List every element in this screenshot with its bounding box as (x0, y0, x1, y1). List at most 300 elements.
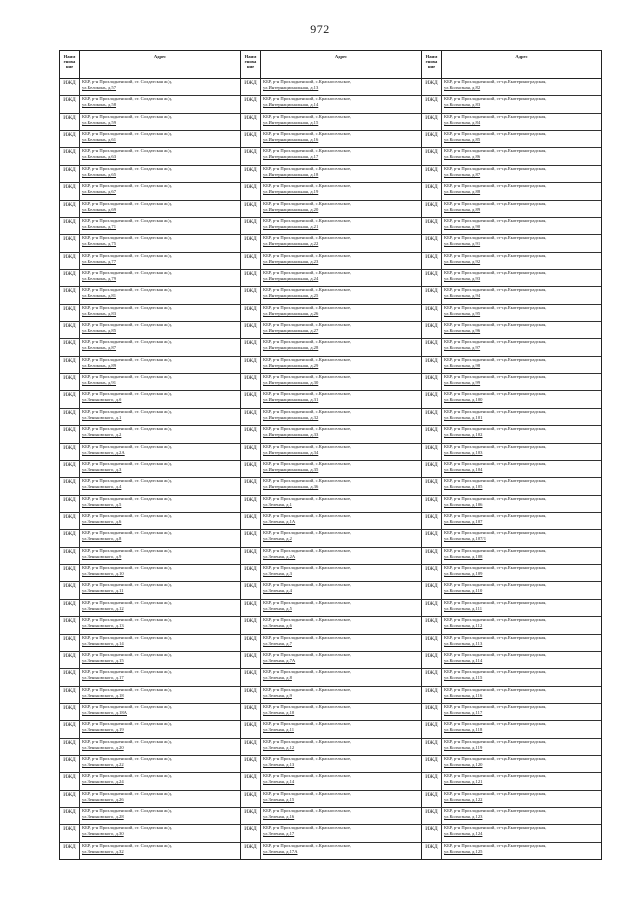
table-body (241, 79, 421, 859)
table-row (422, 391, 601, 408)
object-type-cell: ИЖД (60, 791, 80, 807)
address-line-1: КБР, р-н Прохладненский, ст. Солдатская ж/д, (82, 217, 172, 223)
table-row (60, 843, 240, 859)
address-line-2: ул.Зеленая, д.4 (263, 588, 292, 594)
address-cell (261, 79, 421, 95)
table-row (422, 773, 601, 790)
table-row (60, 305, 240, 322)
address-line-2: ул.Колхозная, д.125 (444, 848, 483, 854)
address-cell (442, 530, 601, 546)
address-line-1: КБР, р-н Прохладненский, ст-ца.Екатериноградская, (444, 825, 547, 831)
address-line-2: ул.Колхозная, д.120 (444, 762, 483, 768)
address-line-1: КБР, р-н Прохладненский, ст-ца.Екатериноградская, (444, 252, 547, 258)
address-line-2: ул.Колхозная, д.85 (444, 137, 481, 143)
address-line-1: КБР, р-н Прохладненский, ст. Солдатская ж/д, (82, 808, 172, 814)
address-line-2: ул.Колхозная, д.98 (444, 362, 481, 368)
object-type-cell: ИЖД (422, 96, 442, 112)
address-cell (442, 600, 601, 616)
address-line-2: ул.Белоконь, д.89 (82, 362, 117, 368)
object-type-cell: ИЖД (422, 409, 442, 425)
address-cell (442, 235, 601, 251)
address-line-2: ул.Колхозная, д.95 (444, 310, 481, 316)
table-row (422, 409, 601, 426)
address-cell (261, 131, 421, 147)
table-row (241, 305, 421, 322)
address-cell (261, 183, 421, 199)
address-line-1: КБР, р-н Прохладненский, ст. Солдатская ж/д, (82, 686, 172, 692)
address-line-2: ул.Интернациональная, д.20 (263, 206, 319, 212)
object-type-cell: ИЖД (422, 235, 442, 251)
table-row (241, 183, 421, 200)
address-cell (80, 218, 240, 234)
address-line-2: ул.Зеленая, д.1 (263, 501, 292, 507)
table-row (422, 305, 601, 322)
address-line-2: ул.Белоконь, д.63 (82, 154, 117, 160)
address-cell (261, 374, 421, 390)
address-cell (261, 513, 421, 529)
address-cell (261, 253, 421, 269)
table-row (241, 825, 421, 842)
table-row (422, 478, 601, 495)
table-header (422, 51, 601, 79)
address-line-1: КБР, р-н Прохладненский, ст-ца.Екатериноградская, (444, 842, 547, 848)
table-row (241, 374, 421, 391)
object-type-cell: ИЖД (60, 582, 80, 598)
table-row (241, 635, 421, 652)
object-type-cell: ИЖД (422, 478, 442, 494)
table-row (60, 687, 240, 704)
address-cell (80, 287, 240, 303)
table-body (60, 79, 240, 859)
address-line-2: ул.Зеленая, д.15 (263, 796, 295, 802)
object-type-cell: ИЖД (422, 496, 442, 512)
address-line-2: ул.Зеньковского, д.4 (82, 484, 122, 490)
object-type-cell: ИЖД (241, 530, 261, 546)
table-row (241, 478, 421, 495)
object-type-cell: ИЖД (241, 513, 261, 529)
address-line-1: КБР, р-н Прохладненский, ст. Солдатская ж/д, (82, 235, 172, 241)
object-type-cell: ИЖД (241, 357, 261, 373)
address-cell (80, 652, 240, 668)
table-row (422, 617, 601, 634)
table-row (60, 548, 240, 565)
table-row (60, 635, 240, 652)
address-line-1: КБР, р-н Прохладненский, ст. Солдатская ж/д, (82, 495, 172, 501)
address-cell (261, 687, 421, 703)
object-type-cell: ИЖД (60, 565, 80, 581)
table-row (422, 825, 601, 842)
address-line-1: КБР, р-н Прохладненский, ст. Солдатская ж/д, (82, 842, 172, 848)
address-line-2: ул.Зеньковского, д.5 (82, 501, 122, 507)
address-cell (442, 131, 601, 147)
address-cell (442, 808, 601, 824)
object-type-cell: ИЖД (60, 617, 80, 633)
table-row (422, 79, 601, 96)
address-line-1: КБР, р-н Прохладненский, ст. Солдатская ж/д, (82, 374, 172, 380)
address-cell (442, 478, 601, 494)
address-line-1: КБР, р-н Прохладненский, ст-ца.Екатериноградская, (444, 738, 547, 744)
object-type-cell: ИЖД (60, 183, 80, 199)
address-line-1: КБР, р-н Прохладненский, ст-ца.Екатериноградская, (444, 617, 547, 623)
address-cell (80, 426, 240, 442)
address-line-1: КБР, р-н Прохладненский, ст. Солдатская ж/д, (82, 408, 172, 414)
address-line-2: ул.Белоконь, д.57 (82, 85, 117, 90)
table-row (241, 131, 421, 148)
object-type-cell: ИЖД (60, 513, 80, 529)
address-line-2: ул.Интернациональная, д.26 (263, 310, 319, 316)
table-row (422, 565, 601, 582)
object-type-cell: ИЖД (241, 739, 261, 755)
address-cell (80, 409, 240, 425)
address-line-2: ул.Зеньковского, д.20 (82, 744, 124, 750)
address-line-1: КБР, р-н Прохладненский, ст-ца.Екатериноградская, (444, 443, 547, 449)
address-cell (80, 669, 240, 685)
address-line-1: КБР, р-н Прохладненский, ст. Солдатская ж/д, (82, 703, 172, 709)
address-line-1: КБР, р-н Прохладненский, с.Красносельское, (263, 651, 352, 657)
address-line-2: ул.Зеленая, д.9 (263, 692, 292, 698)
address-cell (80, 687, 240, 703)
address-line-1: КБР, р-н Прохладненский, ст-ца.Екатериноградская, (444, 148, 547, 154)
address-line-1: КБР, р-н Прохладненский, ст. Солдатская ж/д, (82, 825, 172, 831)
object-type-cell: ИЖД (241, 305, 261, 321)
table-row (241, 548, 421, 565)
table-row (241, 773, 421, 790)
address-line-1: КБР, р-н Прохладненский, с.Красносельское, (263, 617, 352, 623)
address-line-1: КБР, р-н Прохладненский, с.Красносельское, (263, 460, 352, 466)
table-header (241, 51, 421, 79)
address-cell (80, 339, 240, 355)
table-row (241, 201, 421, 218)
header-name-column: Наим енова ние (60, 51, 80, 78)
address-line-2: ул.Зеньковского, д.30 (82, 831, 124, 837)
object-type-cell: ИЖД (422, 565, 442, 581)
object-type-cell: ИЖД (241, 704, 261, 720)
address-line-1: КБР, р-н Прохладненский, ст-ца.Екатериноградская, (444, 339, 547, 345)
address-line-1: КБР, р-н Прохладненский, с.Красносельское, (263, 547, 352, 553)
object-type-cell: ИЖД (60, 478, 80, 494)
address-cell (261, 409, 421, 425)
object-type-cell: ИЖД (241, 791, 261, 807)
object-type-cell: ИЖД (422, 305, 442, 321)
header-name-column: Наим енова ние (241, 51, 261, 78)
address-line-2: ул.Интернациональная, д.32 (263, 414, 319, 420)
address-line-1: КБР, р-н Прохладненский, ст-ца.Екатериноградская, (444, 669, 547, 675)
address-line-1: КБР, р-н Прохладненский, с.Красносельское, (263, 183, 352, 189)
address-cell (261, 756, 421, 772)
address-line-2: ул.Колхозная, д.116 (444, 692, 483, 698)
object-type-cell: ИЖД (422, 391, 442, 407)
address-line-1: КБР, р-н Прохладненский, ст-ца.Екатериноградская, (444, 495, 547, 501)
address-cell (442, 791, 601, 807)
address-line-1: КБР, р-н Прохладненский, ст. Солдатская ж/д, (82, 756, 172, 762)
address-line-2: ул.Интернациональная, д.29 (263, 362, 319, 368)
address-line-1: КБР, р-н Прохладненский, ст. Солдатская ж/д, (82, 617, 172, 623)
address-cell (442, 253, 601, 269)
address-cell (80, 114, 240, 130)
object-type-cell: ИЖД (60, 426, 80, 442)
object-type-cell: ИЖД (422, 843, 442, 859)
address-line-2: ул.Зеньковского, д.15 (82, 657, 124, 663)
table-row (241, 582, 421, 599)
table-row (60, 704, 240, 721)
address-cell (261, 808, 421, 824)
address-line-1: КБР, р-н Прохладненский, ст. Солдатская ж/д, (82, 356, 172, 362)
address-line-2: ул.Колхозная, д.90 (444, 223, 481, 229)
address-line-1: КБР, р-н Прохладненский, ст-ца.Екатериноградская, (444, 96, 547, 102)
address-line-2: ул.Зеньковского, д.10 (82, 571, 124, 577)
object-type-cell: ИЖД (241, 322, 261, 338)
address-line-2: ул.Зеньковского, д.32 (82, 848, 124, 854)
object-type-cell: ИЖД (241, 461, 261, 477)
address-line-1: КБР, р-н Прохладненский, с.Красносельское, (263, 825, 352, 831)
object-type-cell: ИЖД (241, 374, 261, 390)
address-line-2: ул.Зеньковского, д.13 (82, 623, 124, 629)
object-type-cell: ИЖД (241, 825, 261, 841)
address-line-1: КБР, р-н Прохладненский, ст-ца.Екатериноградская, (444, 391, 547, 397)
object-type-cell: ИЖД (422, 426, 442, 442)
address-line-2: ул.Белоконь, д.81 (82, 293, 117, 299)
table-row (60, 339, 240, 356)
address-line-2: ул.Колхозная, д.114 (444, 657, 483, 663)
table-row (422, 635, 601, 652)
table-row (422, 444, 601, 461)
table-row (422, 721, 601, 738)
address-line-2: ул.Белоконь, д.75 (82, 241, 117, 247)
object-type-cell: ИЖД (241, 166, 261, 182)
table-row (60, 391, 240, 408)
address-cell (261, 652, 421, 668)
object-type-cell: ИЖД (60, 461, 80, 477)
address-cell (442, 704, 601, 720)
address-line-2: ул.Интернациональная, д.33 (263, 432, 319, 438)
address-line-2: ул.Зеленая, д.12 (263, 744, 295, 750)
object-type-cell: ИЖД (60, 687, 80, 703)
address-line-2: ул.Зеньковского, д.11 (82, 588, 124, 594)
address-line-1: КБР, р-н Прохладненский, ст. Солдатская ж/д, (82, 287, 172, 293)
address-line-2: ул.Колхозная, д.107 (444, 518, 483, 524)
object-type-cell: ИЖД (60, 235, 80, 251)
table-block-2 (240, 50, 421, 860)
address-line-1: КБР, р-н Прохладненский, ст. Солдатская ж/д, (82, 322, 172, 328)
address-cell (442, 357, 601, 373)
address-line-1: КБР, р-н Прохладненский, с.Красносельское, (263, 79, 352, 84)
address-line-2: ул.Колхозная, д.96 (444, 328, 481, 334)
address-cell (261, 235, 421, 251)
object-type-cell: ИЖД (422, 183, 442, 199)
table-row (241, 235, 421, 252)
object-type-cell: ИЖД (60, 444, 80, 460)
header-address-column: Адрес (334, 54, 348, 59)
table-row (241, 166, 421, 183)
table-row (422, 808, 601, 825)
address-cell (442, 166, 601, 182)
table-row (60, 739, 240, 756)
table-row (422, 548, 601, 565)
address-line-1: КБР, р-н Прохладненский, с.Красносельское, (263, 165, 352, 171)
table-row (241, 96, 421, 113)
table-row (60, 808, 240, 825)
address-cell (80, 825, 240, 841)
address-cell (80, 721, 240, 737)
address-line-1: КБР, р-н Прохладненский, ст. Солдатская ж/д, (82, 565, 172, 571)
object-type-cell: ИЖД (60, 808, 80, 824)
object-type-cell: ИЖД (60, 600, 80, 616)
address-line-1: КБР, р-н Прохладненский, с.Красносельское, (263, 443, 352, 449)
address-cell (80, 565, 240, 581)
table-row (241, 756, 421, 773)
address-cell (80, 253, 240, 269)
address-line-1: КБР, р-н Прохладненский, ст-ца.Екатериноградская, (444, 217, 547, 223)
object-type-cell: ИЖД (60, 669, 80, 685)
object-type-cell: ИЖД (241, 756, 261, 772)
address-cell (442, 756, 601, 772)
address-cell (442, 114, 601, 130)
table-row (422, 131, 601, 148)
address-cell (80, 530, 240, 546)
object-type-cell: ИЖД (241, 235, 261, 251)
address-cell (261, 201, 421, 217)
object-type-cell: ИЖД (422, 131, 442, 147)
address-line-1: КБР, р-н Прохладненский, ст-ца.Екатериноградская, (444, 790, 547, 796)
address-line-2: ул.Зеньковского, д.12 (82, 605, 124, 611)
address-line-2: ул.Зеленая, д.10 (263, 709, 295, 715)
address-line-2: ул.Интернациональная, д.16 (263, 137, 319, 143)
table-row (241, 218, 421, 235)
table-row (241, 617, 421, 634)
address-line-2: ул.Зеленая, д.17 (263, 831, 295, 837)
object-type-cell: ИЖД (241, 339, 261, 355)
address-line-2: ул.Колхозная, д.99 (444, 380, 481, 386)
table-row (241, 322, 421, 339)
address-cell (80, 201, 240, 217)
address-cell (261, 96, 421, 112)
table-row (60, 114, 240, 131)
table-row (60, 582, 240, 599)
address-cell (80, 305, 240, 321)
table-row (241, 739, 421, 756)
address-cell (442, 444, 601, 460)
address-line-2: ул.Колхозная, д.100 (444, 397, 483, 403)
address-line-2: ул.Зеленая, д.16 (263, 814, 295, 820)
object-type-cell: ИЖД (422, 201, 442, 217)
object-type-cell: ИЖД (241, 600, 261, 616)
address-line-2: ул.Зеньковского, д.26 (82, 796, 124, 802)
table-row (60, 773, 240, 790)
object-type-cell: ИЖД (60, 339, 80, 355)
object-type-cell: ИЖД (241, 148, 261, 164)
address-line-1: КБР, р-н Прохладненский, с.Красносельское, (263, 530, 352, 536)
table-row (60, 79, 240, 96)
object-type-cell: ИЖД (60, 825, 80, 841)
table-row (422, 687, 601, 704)
address-line-2: ул.Колхозная, д.111 (444, 605, 483, 611)
address-line-2: ул.Белоконь, д.77 (82, 258, 117, 264)
object-type-cell: ИЖД (241, 131, 261, 147)
address-line-1: КБР, р-н Прохладненский, с.Красносельское, (263, 252, 352, 258)
table-row (60, 131, 240, 148)
object-type-cell: ИЖД (422, 704, 442, 720)
table-row (241, 530, 421, 547)
address-line-2: ул.Зеньковского, д.18А (82, 709, 127, 715)
table-row (241, 791, 421, 808)
address-line-1: КБР, р-н Прохладненский, ст-ца.Екатериноградская, (444, 686, 547, 692)
address-line-2: ул.Зеньковского, д.2А (82, 449, 125, 455)
table-row (60, 322, 240, 339)
address-line-2: ул.Интернациональная, д.36 (263, 484, 319, 490)
object-type-cell: ИЖД (60, 114, 80, 130)
object-type-cell: ИЖД (241, 548, 261, 564)
table-row (60, 461, 240, 478)
address-line-2: ул.Зеленая, д.2А (263, 553, 296, 559)
address-line-2: ул.Колхозная, д.82 (444, 85, 481, 90)
address-line-2: ул.Интернациональная, д.23 (263, 258, 319, 264)
address-line-1: КБР, р-н Прохладненский, с.Красносельское, (263, 634, 352, 640)
address-line-1: КБР, р-н Прохладненский, ст-ца.Екатериноградская, (444, 426, 547, 432)
address-line-1: КБР, р-н Прохладненский, ст. Солдатская ж/д, (82, 269, 172, 275)
table-row (422, 357, 601, 374)
address-line-1: КБР, р-н Прохладненский, ст-ца.Екатериноградская, (444, 703, 547, 709)
object-type-cell: ИЖД (60, 253, 80, 269)
address-line-1: КБР, р-н Прохладненский, ст. Солдатская ж/д, (82, 79, 172, 84)
table-row (60, 270, 240, 287)
object-type-cell: ИЖД (422, 600, 442, 616)
address-line-2: ул.Белоконь, д.61 (82, 137, 117, 143)
address-line-1: КБР, р-н Прохладненский, ст. Солдатская ж/д, (82, 512, 172, 518)
address-cell (80, 617, 240, 633)
table-row (241, 496, 421, 513)
address-cell (261, 635, 421, 651)
table-row (241, 669, 421, 686)
table-row (60, 96, 240, 113)
address-line-2: ул.Колхозная, д.107/1 (444, 536, 486, 542)
address-cell (261, 721, 421, 737)
address-cell (261, 218, 421, 234)
address-line-1: КБР, р-н Прохладненский, с.Красносельское, (263, 790, 352, 796)
address-cell (261, 148, 421, 164)
address-line-1: КБР, р-н Прохладненский, с.Красносельское, (263, 287, 352, 293)
address-line-2: ул.Зеленая, д.7 (263, 640, 292, 646)
address-line-1: КБР, р-н Прохладненский, ст. Солдатская ж/д, (82, 252, 172, 258)
table-row (60, 721, 240, 738)
address-line-1: КБР, р-н Прохладненский, ст-ца.Екатериноградская, (444, 113, 547, 119)
object-type-cell: ИЖД (241, 409, 261, 425)
address-line-1: КБР, р-н Прохладненский, ст. Солдатская ж/д, (82, 426, 172, 432)
address-line-2: ул.Колхозная, д.103 (444, 449, 483, 455)
address-line-2: ул.Зеньковского, д.18 (82, 692, 124, 698)
address-cell (80, 635, 240, 651)
table-row (241, 513, 421, 530)
address-line-1: КБР, р-н Прохладненский, ст. Солдатская ж/д, (82, 721, 172, 727)
address-line-1: КБР, р-н Прохладненский, ст. Солдатская ж/д, (82, 773, 172, 779)
address-line-2: ул.Колхозная, д.110 (444, 588, 483, 594)
address-line-2: ул.Интернациональная, д.28 (263, 345, 319, 351)
object-type-cell: ИЖД (241, 773, 261, 789)
address-line-2: ул.Интернациональная, д.15 (263, 119, 319, 125)
object-type-cell: ИЖД (60, 270, 80, 286)
table-row (60, 148, 240, 165)
address-cell (261, 478, 421, 494)
object-type-cell: ИЖД (241, 426, 261, 442)
header-address-column: Адрес (153, 54, 167, 59)
address-line-2: ул.Зеленая, д.6 (263, 623, 292, 629)
table-row (422, 148, 601, 165)
table-row (422, 426, 601, 443)
address-cell (261, 305, 421, 321)
object-type-cell: ИЖД (241, 201, 261, 217)
address-cell (80, 548, 240, 564)
table-row (241, 687, 421, 704)
address-cell (442, 548, 601, 564)
